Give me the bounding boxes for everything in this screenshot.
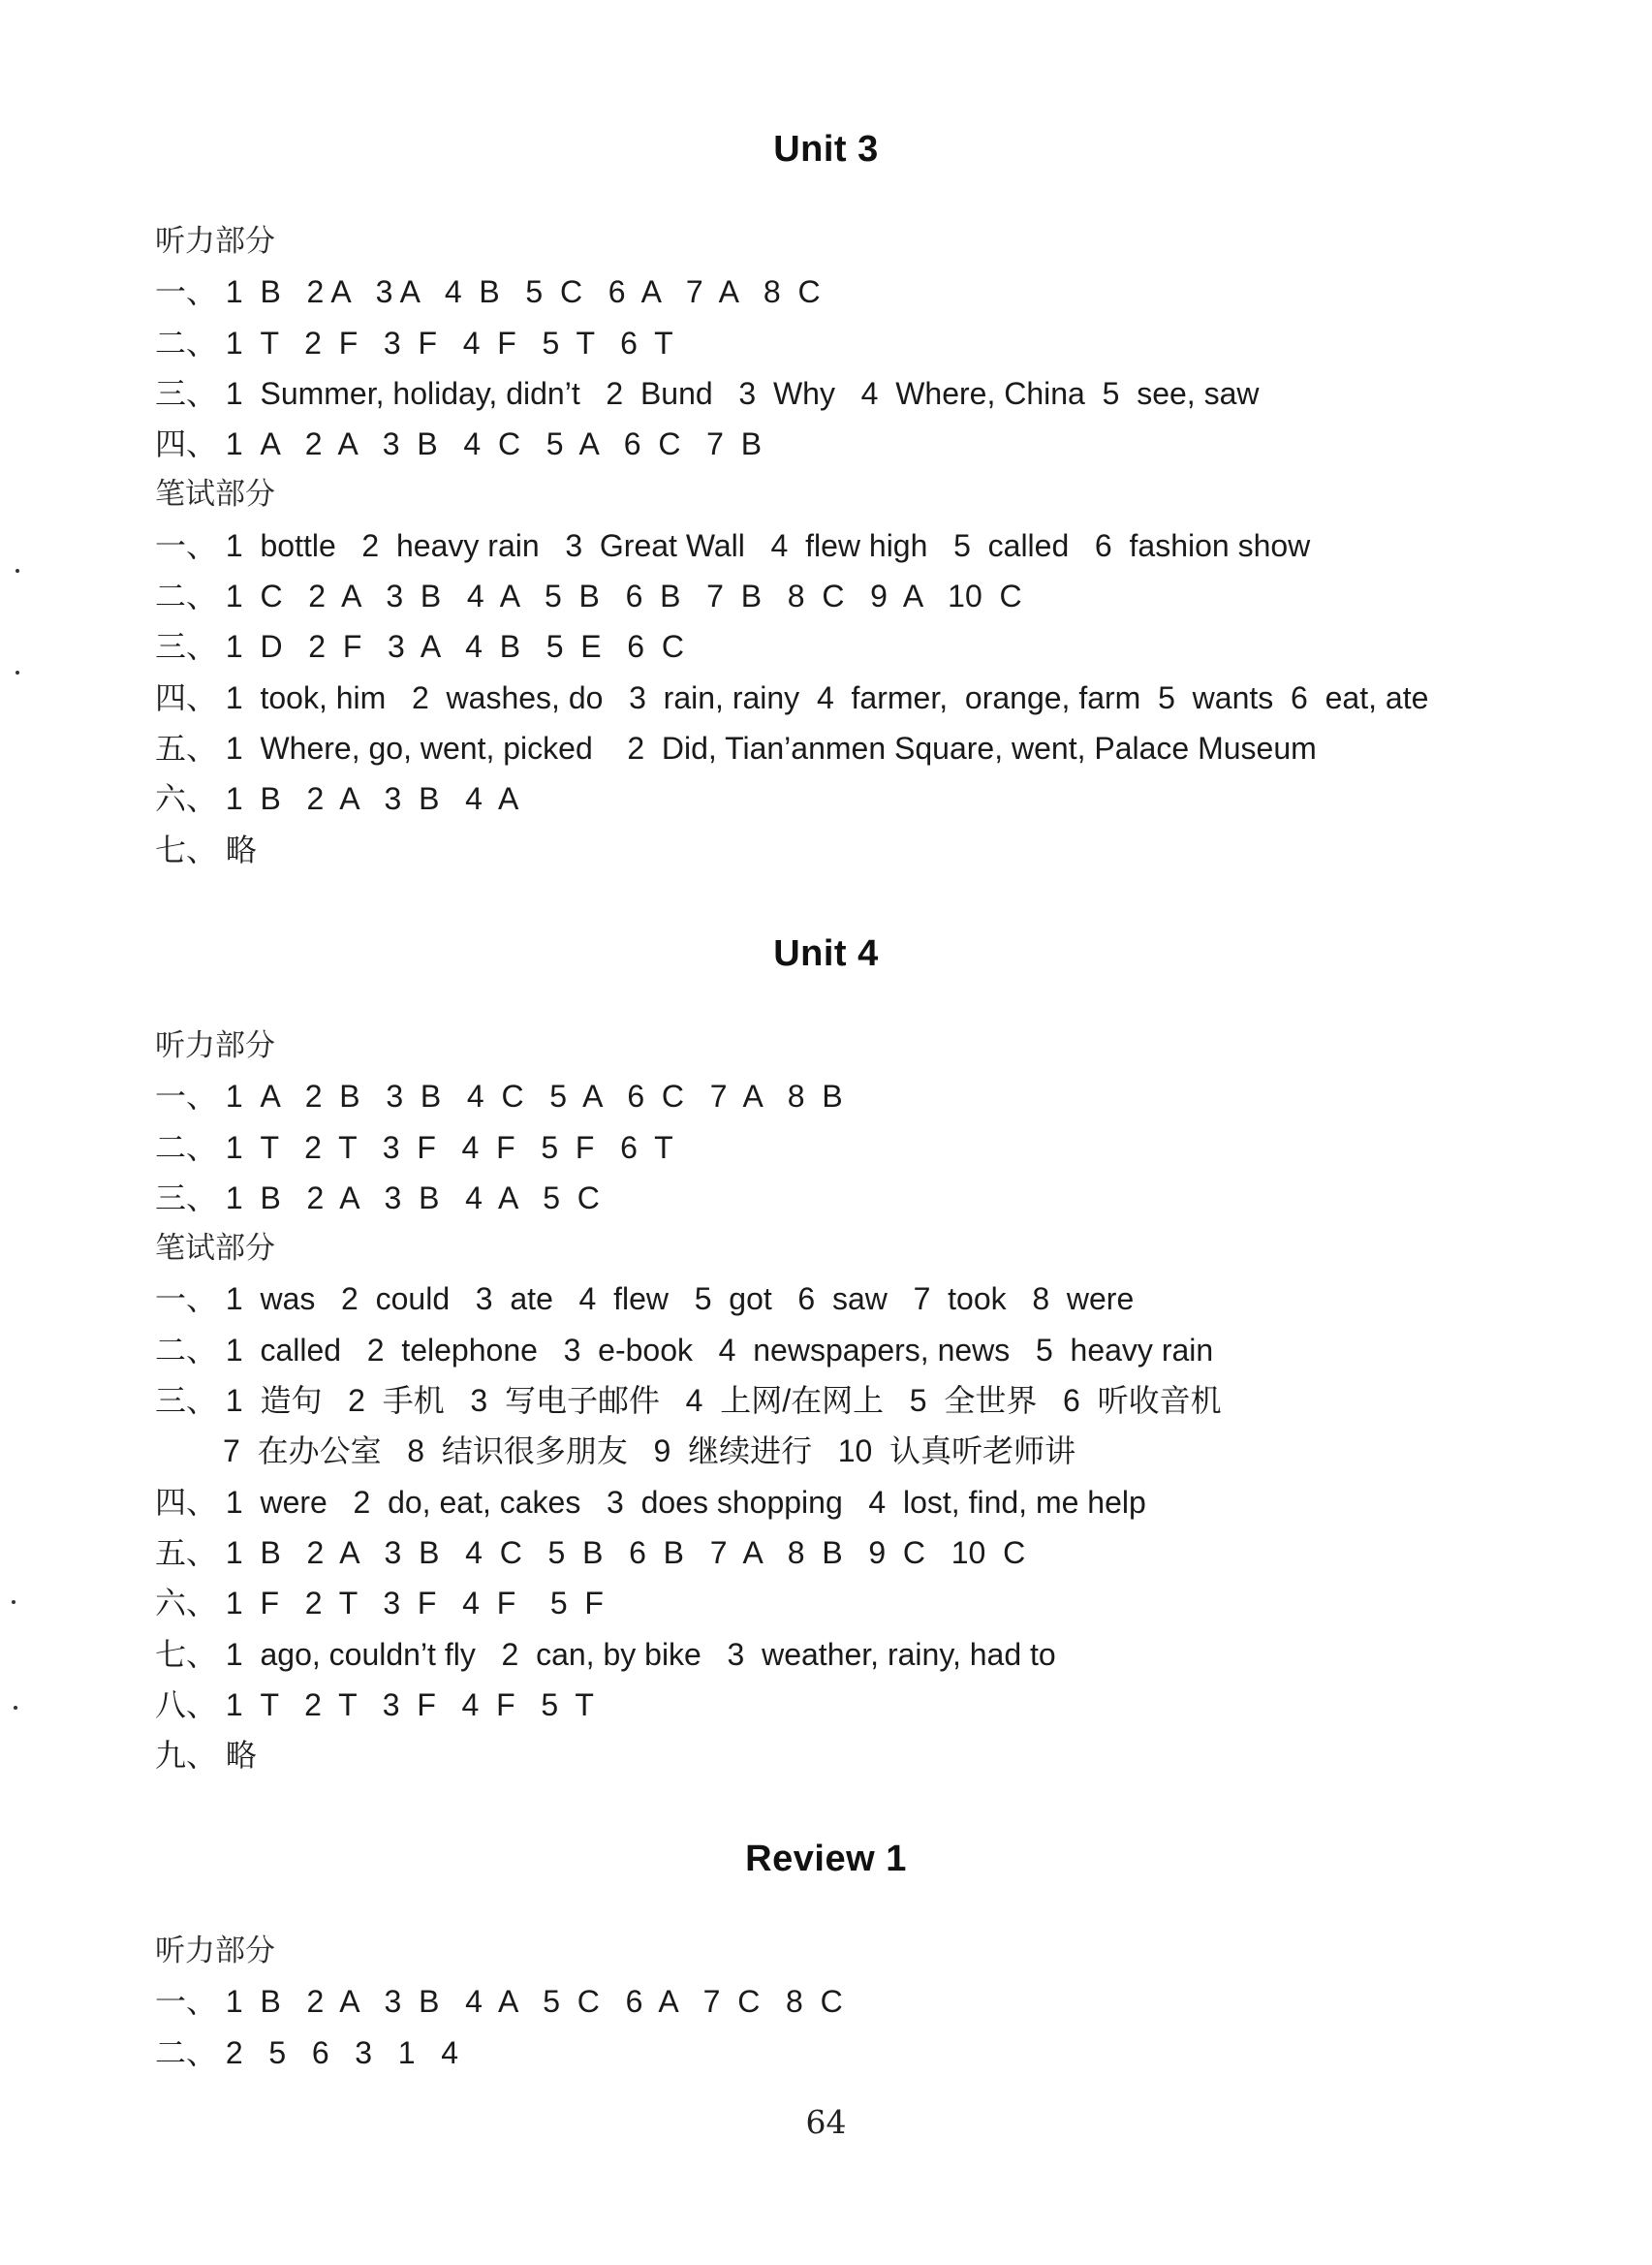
scan-speck bbox=[12, 1600, 16, 1604]
answer-line: 一、 1 bottle 2 heavy rain 3 Great Wall 4 flew high 5 called 6 fashion show bbox=[155, 527, 1311, 563]
answer-line: 六、 1 B 2 A 3 B 4 A bbox=[155, 781, 519, 817]
answer-line: 笔试部分 bbox=[155, 477, 275, 513]
answer-line: 三、 1 造句 2 手机 3 写电子邮件 4 上网/在网上 5 全世界 6 听收音机 bbox=[155, 1383, 1222, 1419]
answer-line: 六、 1 F 2 T 3 F 4 F 5 F bbox=[155, 1586, 604, 1621]
answer-line: 听力部分 bbox=[155, 1028, 275, 1063]
answer-line: 二、 1 called 2 telephone 3 e-book 4 newspapers, news 5 heavy rain bbox=[155, 1332, 1214, 1368]
answer-line: 一、 1 A 2 B 3 B 4 C 5 A 6 C 7 A 8 B bbox=[155, 1079, 843, 1115]
answer-line: 五、 1 Where, go, went, picked 2 Did, Tian’anmen Square, went, Palace Museum bbox=[155, 730, 1317, 766]
scan-speck bbox=[16, 569, 19, 573]
answer-line: 一、 1 was 2 could 3 ate 4 flew 5 got 6 saw 7 took 8 were bbox=[155, 1281, 1135, 1317]
answer-line: 八、 1 T 2 T 3 F 4 F 5 T bbox=[155, 1686, 594, 1722]
answer-line: 一、 1 B 2 A 3 A 4 B 5 C 6 A 7 A 8 C bbox=[155, 274, 821, 310]
answer-line: 二、 1 T 2 T 3 F 4 F 5 F 6 T bbox=[155, 1129, 673, 1165]
answer-line: 九、 略 bbox=[155, 1738, 257, 1774]
section-unit-4 bbox=[155, 1021, 1531, 1780]
answer-line: 听力部分 bbox=[155, 224, 275, 259]
answer-line: 二、 1 T 2 F 3 F 4 F 5 T 6 T bbox=[155, 325, 673, 361]
scan-speck bbox=[16, 671, 19, 675]
answer-line: 四、 1 took, him 2 washes, do 3 rain, rainy 4 farmer, orange, farm 5 wants 6 eat, ate bbox=[155, 679, 1429, 715]
answer-line: 五、 1 B 2 A 3 B 4 C 5 B 6 B 7 A 8 B 9 C 10 C bbox=[155, 1534, 1026, 1570]
answer-line: 三、 1 D 2 F 3 A 4 B 5 E 6 C bbox=[155, 629, 684, 665]
answer-line: 7 在办公室 8 结识很多朋友 9 继续进行 10 认真听老师讲 bbox=[223, 1433, 1076, 1469]
page-number: 64 bbox=[805, 2103, 847, 2141]
answer-line: 七、 略 bbox=[155, 832, 257, 867]
answer-line: 四、 1 A 2 A 3 B 4 C 5 A 6 C 7 B bbox=[155, 426, 763, 462]
section-title-unit-4: Unit 4 bbox=[773, 933, 879, 974]
scan-speck bbox=[14, 1706, 17, 1710]
section-title-review-1: Review 1 bbox=[745, 1839, 907, 1879]
answer-line: 听力部分 bbox=[155, 1934, 275, 1968]
answer-line: 一、 1 B 2 A 3 B 4 A 5 C 6 A 7 C 8 C bbox=[155, 1984, 843, 2020]
answer-line: 四、 1 were 2 do, eat, cakes 3 does shopping 4 lost, find, me help bbox=[155, 1484, 1146, 1520]
section-unit-3 bbox=[155, 216, 1531, 875]
answer-line: 三、 1 Summer, holiday, didn’t 2 Bund 3 Why 4 Where, China 5 see, saw bbox=[155, 375, 1260, 411]
section-review-1 bbox=[155, 1926, 1531, 2078]
answer-line: 三、 1 B 2 A 3 B 4 A 5 C bbox=[155, 1180, 600, 1215]
answer-line: 笔试部分 bbox=[155, 1231, 275, 1267]
answer-line: 二、 1 C 2 A 3 B 4 A 5 B 6 B 7 B 8 C 9 A 10 C bbox=[155, 579, 1022, 614]
section-title-unit-3: Unit 3 bbox=[773, 129, 879, 170]
answer-line: 七、 1 ago, couldn’t fly 2 can, by bike 3 weather, rainy, had to bbox=[155, 1636, 1056, 1672]
answer-line: 二、 2 5 6 3 1 4 bbox=[155, 2034, 459, 2070]
